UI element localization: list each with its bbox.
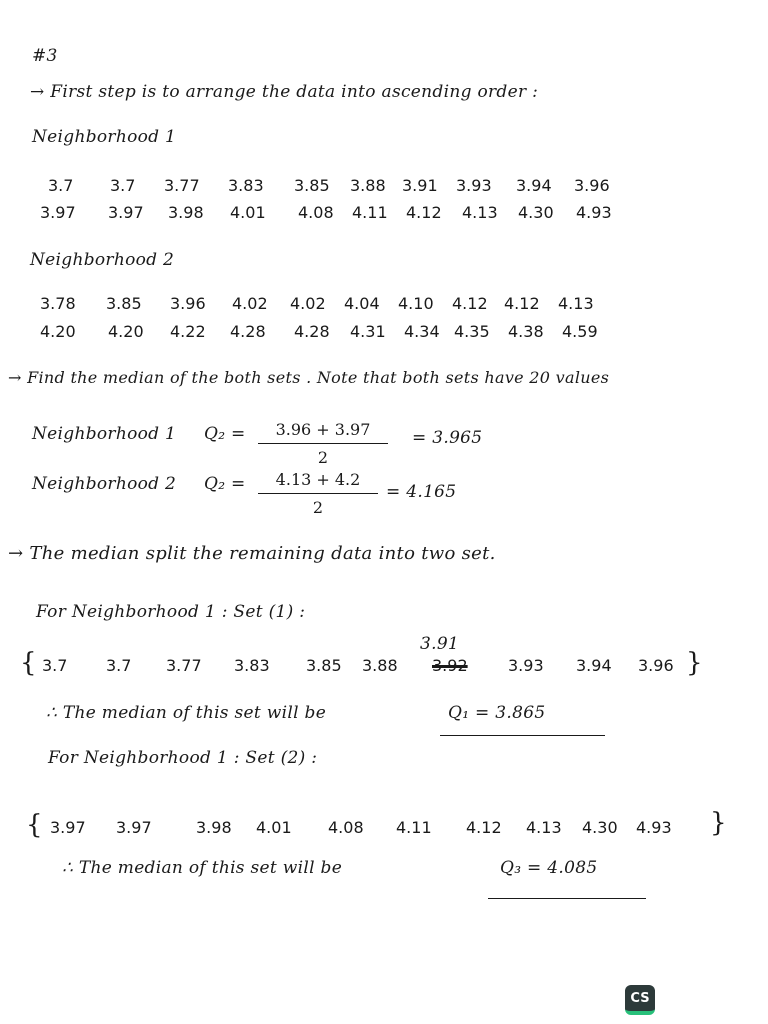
data-value: 3.7 [42,656,68,675]
data-value: 4.30 [518,203,554,222]
data-value: 4.20 [108,322,144,341]
fraction-bar [258,443,388,444]
data-value: 3.7 [48,176,74,195]
data-value: 3.97 [40,203,76,222]
open-brace: { [26,810,43,840]
close-brace: } [686,648,703,678]
n2-row-1 [40,294,608,313]
data-value: 4.93 [576,203,612,222]
data-value: 4.35 [454,322,490,341]
data-value: 3.96 [638,656,674,675]
neighborhood-2-heading: Neighborhood 2 [30,250,175,270]
problem-number: #3 [32,46,58,66]
data-value: 4.12 [504,294,540,313]
data-value: 4.30 [582,818,618,837]
data-value: 3.98 [168,203,204,222]
set-1-correction: 3.91 [420,634,460,654]
data-value: 3.88 [350,176,386,195]
data-value: 4.10 [398,294,434,313]
median-1-numerator: 3.96 + 3.97 [275,420,371,439]
median-1-result: = 3.965 [412,428,483,448]
data-value: 3.93 [456,176,492,195]
median-2-label: Neighborhood 2 [32,474,177,494]
neighborhood-1-heading: Neighborhood 1 [32,127,177,147]
data-value: 4.31 [350,322,386,341]
median-2-result: = 4.165 [386,482,457,502]
median-1-denominator: 2 [317,448,329,467]
n1-row-1 [48,176,624,195]
data-value: 4.59 [562,322,598,341]
median-1-fraction [258,420,388,467]
data-value: 3.96 [574,176,610,195]
data-value: 4.28 [230,322,266,341]
data-value: 4.38 [508,322,544,341]
data-value: 3.85 [306,656,342,675]
data-value: 3.94 [576,656,612,675]
data-value: 4.01 [256,818,292,837]
median-1-symbol: Q₂ = [204,424,246,444]
open-brace: { [20,648,37,678]
data-value: 3.83 [228,176,264,195]
data-value: 4.13 [526,818,562,837]
set-2-heading: For Neighborhood 1 : Set (2) : [48,748,318,768]
data-value: 3.88 [362,656,398,675]
data-value: 3.97 [50,818,86,837]
set-2-quartile: Q₃ = 4.085 [500,858,598,878]
data-value: 3.77 [166,656,202,675]
data-value: 3.97 [108,203,144,222]
data-value: 4.11 [352,203,388,222]
data-value: 4.34 [404,322,440,341]
n1-row-2 [40,203,626,222]
data-value: 3.92 [432,656,468,675]
median-2-denominator: 2 [312,498,324,517]
close-brace: } [710,808,727,838]
set-1-quartile: Q₁ = 3.865 [448,703,546,723]
data-value: 4.13 [558,294,594,313]
data-value: 4.13 [462,203,498,222]
data-value: 4.12 [452,294,488,313]
camscanner-logo [625,985,655,1015]
median-2-numerator: 4.13 + 4.2 [275,470,361,489]
data-value: 3.77 [164,176,200,195]
set-2-result-text: ∴ The median of this set will be [62,858,343,878]
data-value: 4.28 [294,322,330,341]
data-value: 3.94 [516,176,552,195]
data-value: 3.83 [234,656,270,675]
data-value: 3.98 [196,818,232,837]
data-value: 4.20 [40,322,76,341]
data-value: 3.7 [110,176,136,195]
data-value: 4.12 [466,818,502,837]
data-value: 3.91 [402,176,438,195]
data-value: 4.04 [344,294,380,313]
data-value: 3.85 [294,176,330,195]
data-value: 4.01 [230,203,266,222]
data-value: 4.02 [290,294,326,313]
data-value: 3.78 [40,294,76,313]
underline [440,735,605,736]
median-2-symbol: Q₂ = [204,474,246,494]
set-1-values [42,656,688,675]
set-1-result-text: ∴ The median of this set will be [46,703,327,723]
fraction-bar [258,493,378,494]
data-value: 4.08 [298,203,334,222]
step-3-text: → The median split the remaining data into two set. [8,543,496,564]
data-value: 3.97 [116,818,152,837]
data-value: 3.93 [508,656,544,675]
data-value: 4.08 [328,818,364,837]
step-2-text: → Find the median of the both sets . Note that both sets have 20 values [8,368,610,387]
set-1-heading: For Neighborhood 1 : Set (1) : [36,602,306,622]
logo-text: CS [630,990,650,1006]
median-2-fraction [258,470,378,517]
data-value: 3.96 [170,294,206,313]
step-1-text: → First step is to arrange the data into ascending order : [30,82,539,102]
data-value: 3.7 [106,656,132,675]
data-value: 3.85 [106,294,142,313]
data-value: 4.93 [636,818,672,837]
data-value: 4.12 [406,203,442,222]
underline [488,898,646,899]
data-value: 4.11 [396,818,432,837]
data-value: 4.02 [232,294,268,313]
median-1-label: Neighborhood 1 [32,424,177,444]
data-value: 4.22 [170,322,206,341]
n2-row-2 [40,322,612,341]
set-2-values [50,818,684,837]
